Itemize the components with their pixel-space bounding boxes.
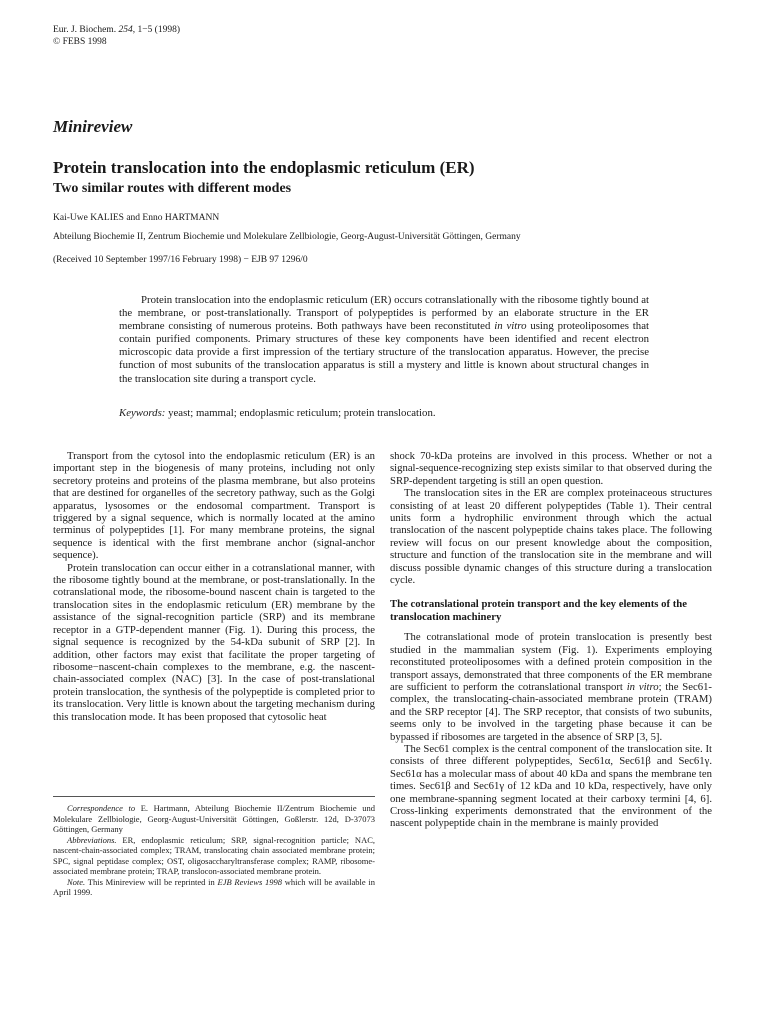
footnote-correspondence: Correspondence to E. Hartmann, Abteilung Biochemie II/Zentrum Biochemie und Molekulare Zellbiologie, Georg-August-Universität Göttingen, Goßlerstr. 12d, D-37073 Göttingen, Germany [53,803,375,834]
article-title: Protein translocation into the endoplasmic reticulum (ER) [53,158,475,177]
footnotes [53,796,375,898]
journal-citation [53,24,180,36]
section-label: Minireview [53,117,133,136]
journal-reference [53,24,180,48]
footnote-note: Note. This Minireview will be reprinted in EJB Reviews 1998 which will be available in April 1999. [53,876,375,897]
paragraph: The Sec61 complex is the central component of the translocation site. It consists of three different polypeptides, Sec61α, Sec61β and Sec61γ. Sec61α has a molecular mass of about 40 kDa and spans the membrane ten times. Sec61β and Sec61γ of 12 kDa and 10 kDa, respectively, have only one membrane-spanning segment located at their carboxy termini [4, 6]. Cross-linking experiments demonstrated that the environment of the nascent polypeptide chain in the membrane is mainly provided [390,742,712,830]
journal-volume: 254 [118,25,133,35]
keywords-text: yeast; mammal; endoplasmic reticulum; protein translocation. [165,407,436,419]
keywords [119,407,436,419]
footnote-abbreviations: Abbreviations. ER, endoplasmic reticulum; SRP, signal-recognition particle; NAC, nascent-chain-associated complex; TRAM, translocating chain associated membrane protein; SPC, signal peptidase complex; OST, oligosaccharyltransferase complex; RAMP, ribosome-associated membrane protein; TRAP, translocon-associated membrane protein. [53,834,375,876]
journal-name: Eur. J. Biochem. [53,25,117,35]
affiliation: Abteilung Biochemie II, Zentrum Biochemie und Molekulare Zellbiologie, Georg-August-Universität Göttingen, Germany [53,232,521,242]
journal-pages-year: , 1−5 (1998) [132,25,181,35]
authors: Kai-Uwe KALIES and Enno HARTMANN [53,213,220,223]
paragraph: The cotranslational mode of protein translocation is presently best studied in the mammalian system (Fig. 1). Experiments employing reconstituted proteoliposomes with a defined protein composition in the transport assays, demonstrated that three components of the ER membrane are sufficient to perform the cotranslational transport in vitro; the Sec61-complex, the translocating-chain-associated membrane protein (TRAM) and the SRP receptor [4]. The SRP receptor, that consists of two subunits, seems only to be involved in the targeting phase because it can be bypassed if ribosomes are targeted in the absence of SRP [3, 5]. [390,631,712,743]
received-dates: (Received 10 September 1997/16 February 1998) − EJB 97 1296/0 [53,255,308,265]
right-column [390,450,712,830]
paragraph: shock 70-kDa proteins are involved in this process. Whether or not a signal-sequence-recognizing step exists similar to that observed during the SRP-dependent targeting is still an open question. [390,450,712,487]
paragraph: The translocation sites in the ER are complex proteinaceous structures consisting of at least 20 different polypeptides (Table 1). Their central units form a hydrophilic environment through which the actual translocation of the nascent polypeptide chains takes place. The following review will focus on our present knowledge about the composition, structure and function of the translocation site in the membrane and will discuss possible dynamic changes of this structure during a translocation cycle. [390,487,712,587]
section-heading: The cotranslational protein transport and the key elements of the translocation machinery [390,598,687,623]
article-subtitle: Two similar routes with different modes [53,181,292,196]
abstract: Protein translocation into the endoplasmic reticulum (ER) occurs cotranslationally with the ribosome tightly bound at the membrane, or post-translationally. Transport of polypeptides is performed by an elaborate structure in the ER membrane consisting of numerous proteins. Both pathways have been reconstituted in vitro using proteoliposomes that contain purified components. Primary structures of these key components have been identified and recent electron microscopic data provide a first impression of the tertiary structure of the translocation apparatus. However, the precise function of most subunits of the translocation apparatus is still a mystery and little is known about structural changes in the translocation site during a transport cycle. [119,294,649,385]
copyright-line: © FEBS 1998 [53,37,107,47]
paragraph: Transport from the cytosol into the endoplasmic reticulum (ER) is an important step in the biogenesis of many proteins, including not only secretory proteins and proteins of the plasma membrane, but also proteins that are destined for organelles of the secretory pathway, such as the Golgi apparatus, lysosomes or the endosomal compartment. Transport is triggered by a signal sequence, which is normally located at the amino terminus of polypeptides [1]. For many membrane proteins, the signal sequence is identical with the first membrane anchor (signal-anchor sequence). [53,450,375,562]
left-column [53,450,375,723]
keywords-label: Keywords: [119,407,166,419]
paragraph: Protein translocation can occur either in a cotranslational manner, with the ribosome tightly bound at the membrane, or post-translationally. In the cotranslational mode, the ribosome-bound nascent chain is targeted to the translocation sites in the endoplasmic reticulum (ER) membrane by the assistance of the signal-recognition particle (SRP) and its membrane receptor in a GTP-dependent manner (Fig. 1). During this process, the signal sequence is recognized by the 54-kDa subunit of SRP [2]. In addition, other factors may exist that facilitate the proper targeting of ribosome−nascent-chain complexes to the membrane, e.g. the nascent-chain-associated complex (NAC) [3]. In the case of post-translational protein translocation, the synthesis of the polypeptide is completed prior to its translocation. Very little is known about the targeting mechanism during this translocation mode. It has been proposed that cytosolic heat [53,561,375,723]
